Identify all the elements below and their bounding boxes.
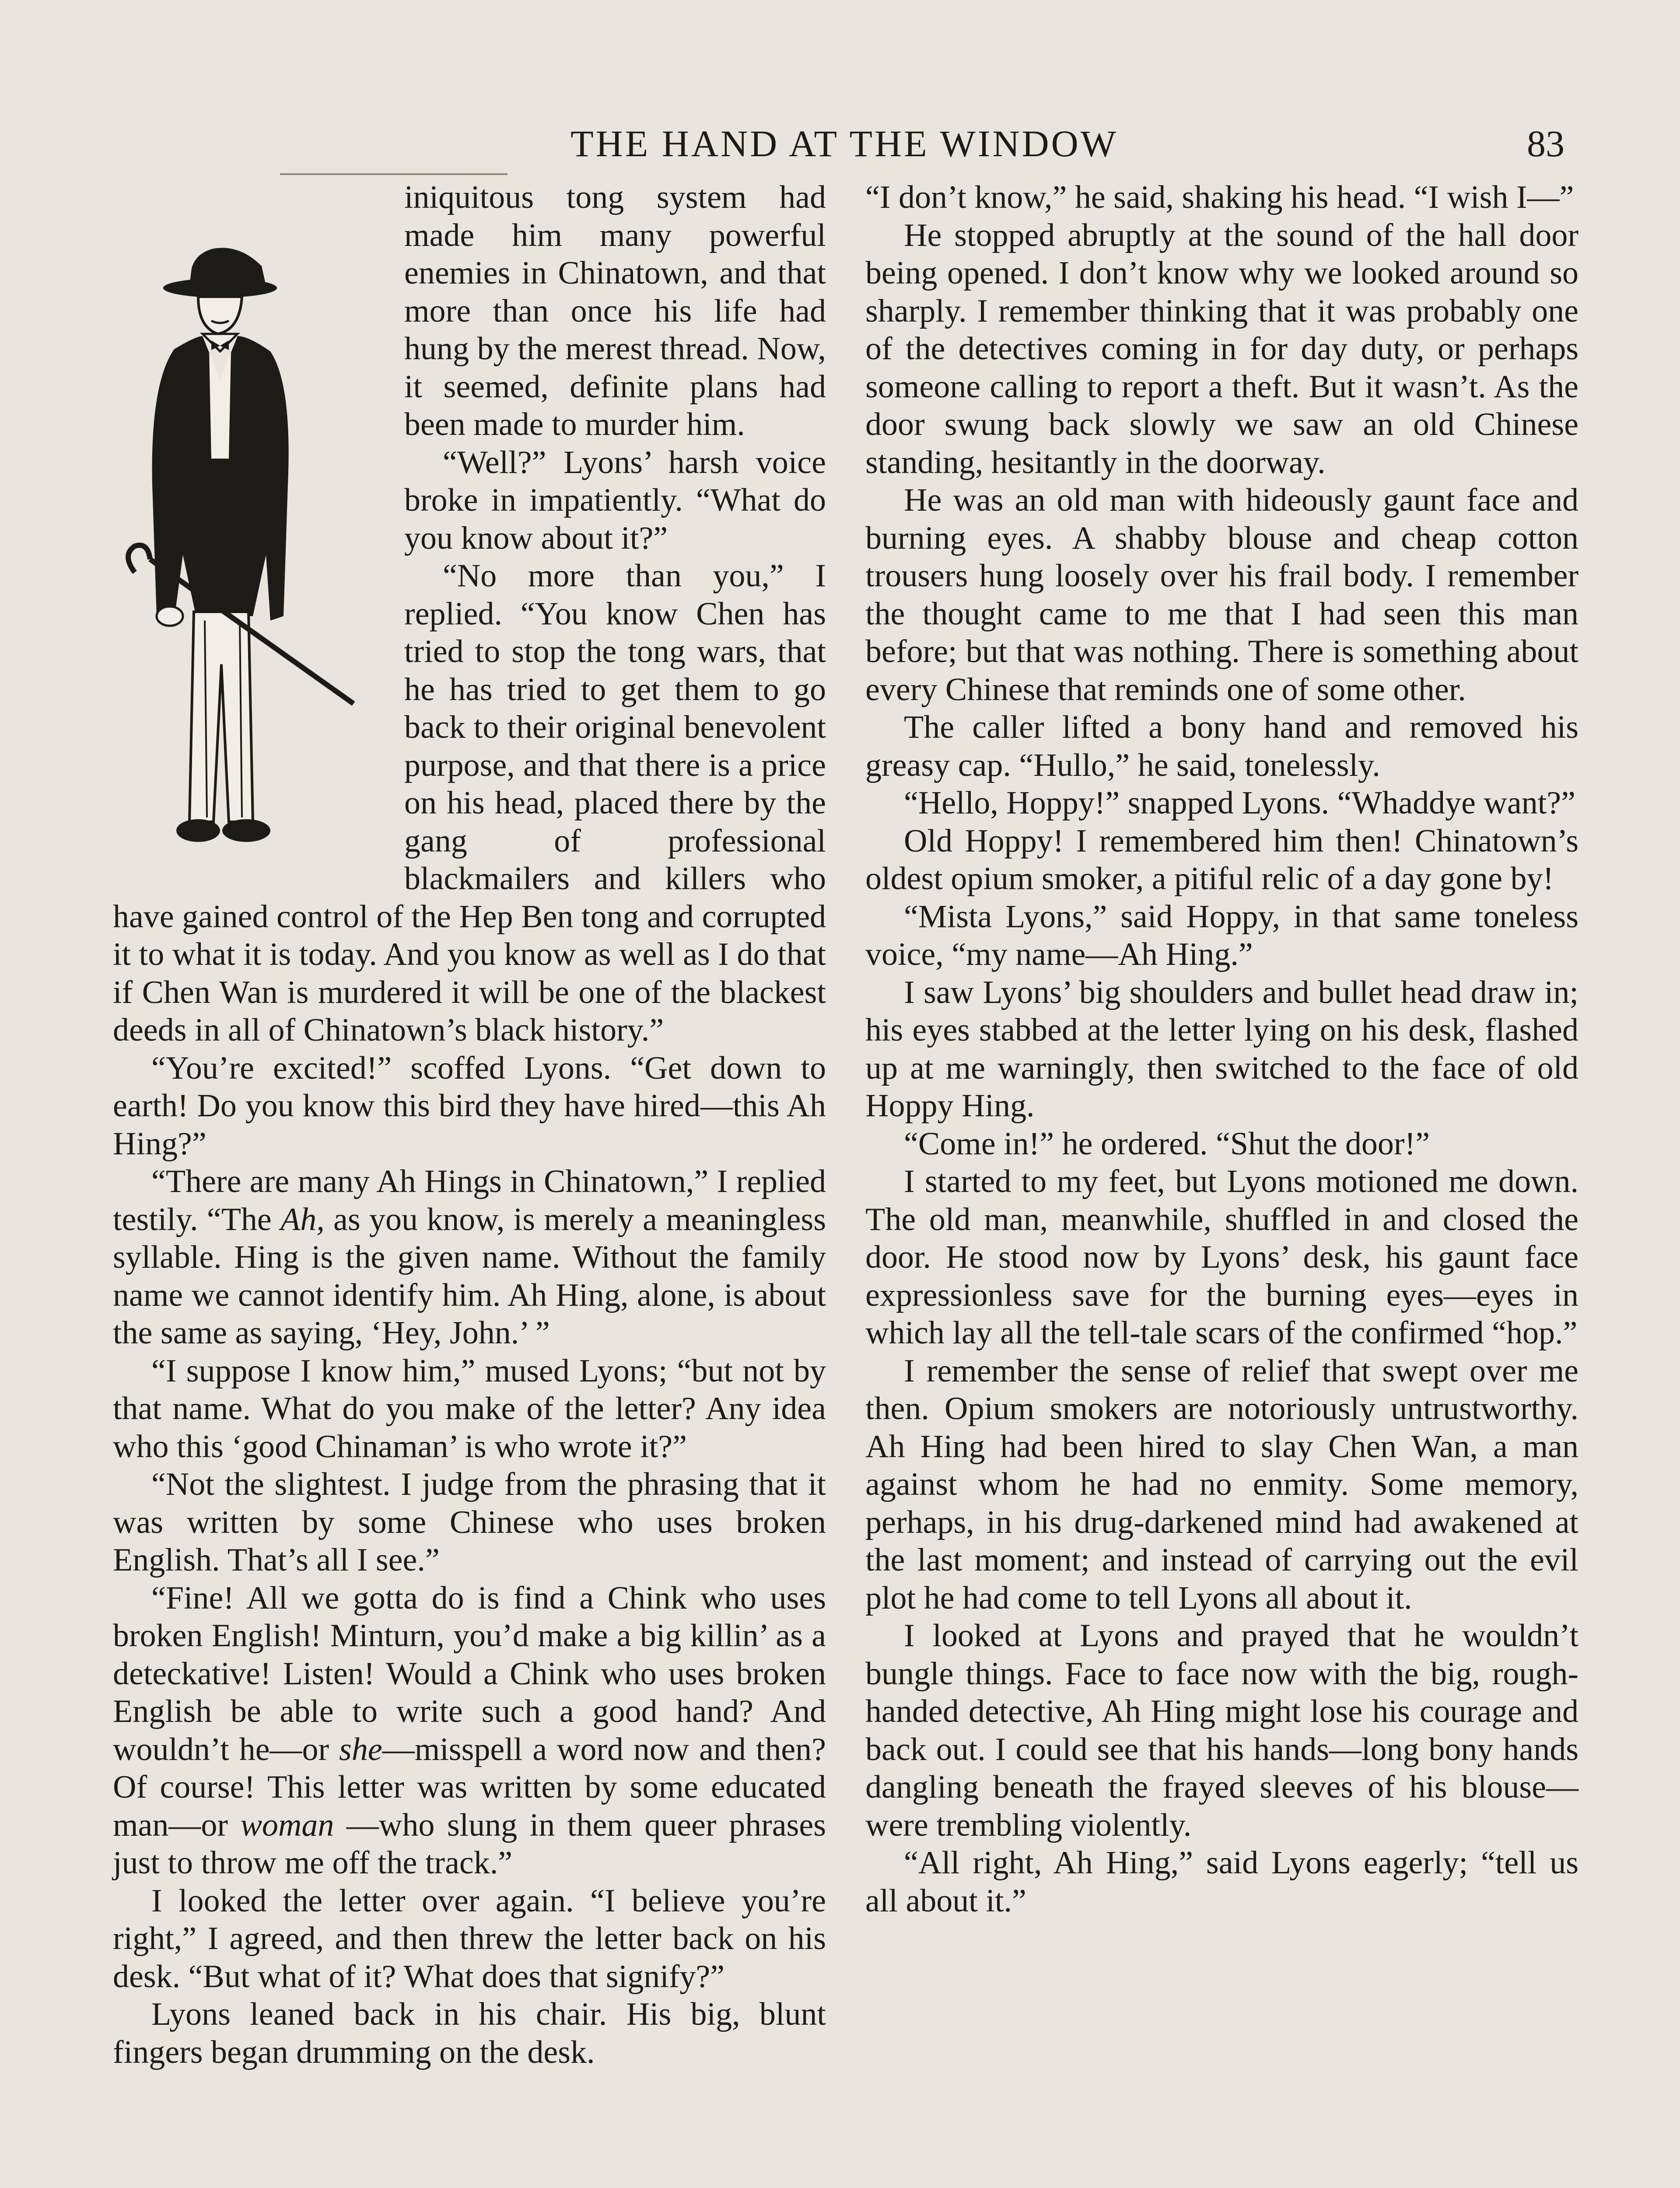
paragraph: “Mista Lyons,” said Hoppy, in that same toneless voice, “my name—Ah Hing.” — [865, 898, 1578, 972]
paragraph: Lyons leaned back in his chair. His big, blunt fingers began drumming on the desk. — [113, 1996, 826, 2070]
page-number: 83 — [1527, 123, 1564, 165]
paragraph: I looked at Lyons and prayed that he wouldn’t bungle things. Face to face now with the big, rough-handed detective, Ah Hing might lose his courage and back out. I could see that his hands—long bony hands dangling beneath the frayed sleeves of his blouse—were trembling violently. — [865, 1618, 1578, 1843]
paragraph: Old Hoppy! I remembered him then! Chinatown’s oldest opium smoker, a pitiful relic of a day gone by! — [865, 823, 1578, 897]
text-run: —misspell a word now and then? Of course! This letter was written by some educated man—or — [113, 1731, 826, 1843]
paragraph: “You’re excited!” scoffed Lyons. “Get down to earth! Do you know this bird they have hired—this Ah Hing?” — [113, 1050, 826, 1162]
paragraph: “No more than you,” I replied. “You know Chen has tried to stop the tong wars, that he has tried to get them to go back to their original benevolent purpose, and that there is a price on his head, placed there by the gang of professional blackmailers and killers who have gained control of the Hep Ben tong and corrupted it to what it is today. And you know as well as I do that if Chen Wan is murdered it will be one of the blackest deeds in all of Chinatown’s black history.” — [113, 558, 826, 1048]
paragraph: “I don’t know,” he said, shaking his head. “I wish I—” — [865, 179, 1574, 215]
man-with-cane-illustration — [108, 179, 394, 880]
man-illustration-icon — [108, 179, 394, 880]
paragraph: I saw Lyons’ big shoulders and bullet head draw in; his eyes stabbed at the letter lying on his desk, flashed up at me warningly, then switched to the face of old Hoppy Hing. — [865, 974, 1578, 1124]
italic-text: she — [339, 1731, 382, 1767]
header-rule — [280, 173, 508, 175]
paragraph — [113, 1579, 826, 1882]
text-run: “There are many Ah Hings in Chinatown,” I replied testily. “The — [113, 1164, 826, 1238]
paragraph: “Hello, Hoppy!” snapped Lyons. “Whaddye want?” — [904, 785, 1575, 821]
left-text-column — [113, 179, 826, 2071]
paragraph: I looked the letter over again. “I believe you’re right,” I agreed, and then threw the letter back on his desk. “But what of it? What does that signify?” — [113, 1883, 826, 1995]
paragraph: “Not the slightest. I judge from the phrasing that it was written by some Chinese who uses broken English. That’s all I see.” — [113, 1466, 826, 1578]
paragraph: “All right, Ah Hing,” said Lyons eagerly; “tell us all about it.” — [865, 1845, 1578, 1919]
paragraph: “Come in!” he ordered. “Shut the door!” — [904, 1126, 1430, 1162]
paragraph: I started to my feet, but Lyons motioned me down. The old man, meanwhile, shuffled in and closed the door. He stood now by Lyons’ desk, his gaunt face expressionless save for the burning eyes—eyes in which lay all the tell-tale scars of the confirmed “hop.” — [865, 1164, 1578, 1351]
paragraph: The caller lifted a bony hand and removed his greasy cap. “Hullo,” he said, tonelessly. — [865, 709, 1578, 783]
paragraph: I remember the sense of relief that swept over me then. Opium smokers are notoriously untrustworthy. Ah Hing had been hired to slay Chen Wan, a man against whom he had no enmity. Some memory, perhaps, in his drug-darkened mind had awakened at the last moment; and instead of carrying out the evil plot he had come to tell Lyons all about it. — [865, 1353, 1578, 1616]
paragraph: “Well?” Lyons’ harsh voice broke in impatiently. “What do you know about it?” — [404, 444, 826, 556]
running-head-title: THE HAND AT THE WINDOW — [570, 123, 1118, 165]
paragraph: “I suppose I know him,” mused Lyons; “but not by that name. What do you make of the letter? Any idea who this ‘good Chinaman’ is who wrote it?” — [113, 1353, 826, 1465]
italic-text: woman — [240, 1807, 334, 1843]
paragraph — [113, 1163, 826, 1352]
italic-text: Ah, — [280, 1201, 325, 1238]
paragraph: He stopped abruptly at the sound of the hall door being opened. I don’t know why we looked around so sharply. I remember thinking that it was probably one of the detectives coming in for day duty, or perhaps someone calling to report a theft. But it wasn’t. As the door swung back slowly we saw an old Chinese standing, hesitantly in the doorway. — [865, 217, 1578, 480]
right-text-column — [865, 179, 1578, 1920]
paragraph: iniquitous tong system had made him many powerful enemies in Chinatown, and that more than once his life had hung by the merest thread. Now, it seemed, definite plans had been made to murder him. — [404, 179, 826, 442]
text-run: as you know, is merely a meaningless syllable. Hing is the given name. Without the family name we cannot identify him. Ah Hing, alone, is about the same as saying, ‘Hey, John.’ ” — [113, 1201, 826, 1351]
text-run: “Fine! All we gotta do is find a Chink who uses broken English! Minturn, you’d make a big killin’ as a deteckative! Listen! Would a Chink who uses broken English be able to write such a good hand? And wouldn’t he—or — [113, 1580, 826, 1767]
paragraph: He was an old man with hideously gaunt face and burning eyes. A shabby blouse and cheap cotton trousers hung loosely over his frail body. I remember the thought came to me that I had seen this man before; but that was nothing. There is something about every Chinese that reminds one of some other. — [865, 482, 1578, 708]
text-run: —who slung in them queer phrases just to throw me off the track.” — [113, 1807, 826, 1881]
